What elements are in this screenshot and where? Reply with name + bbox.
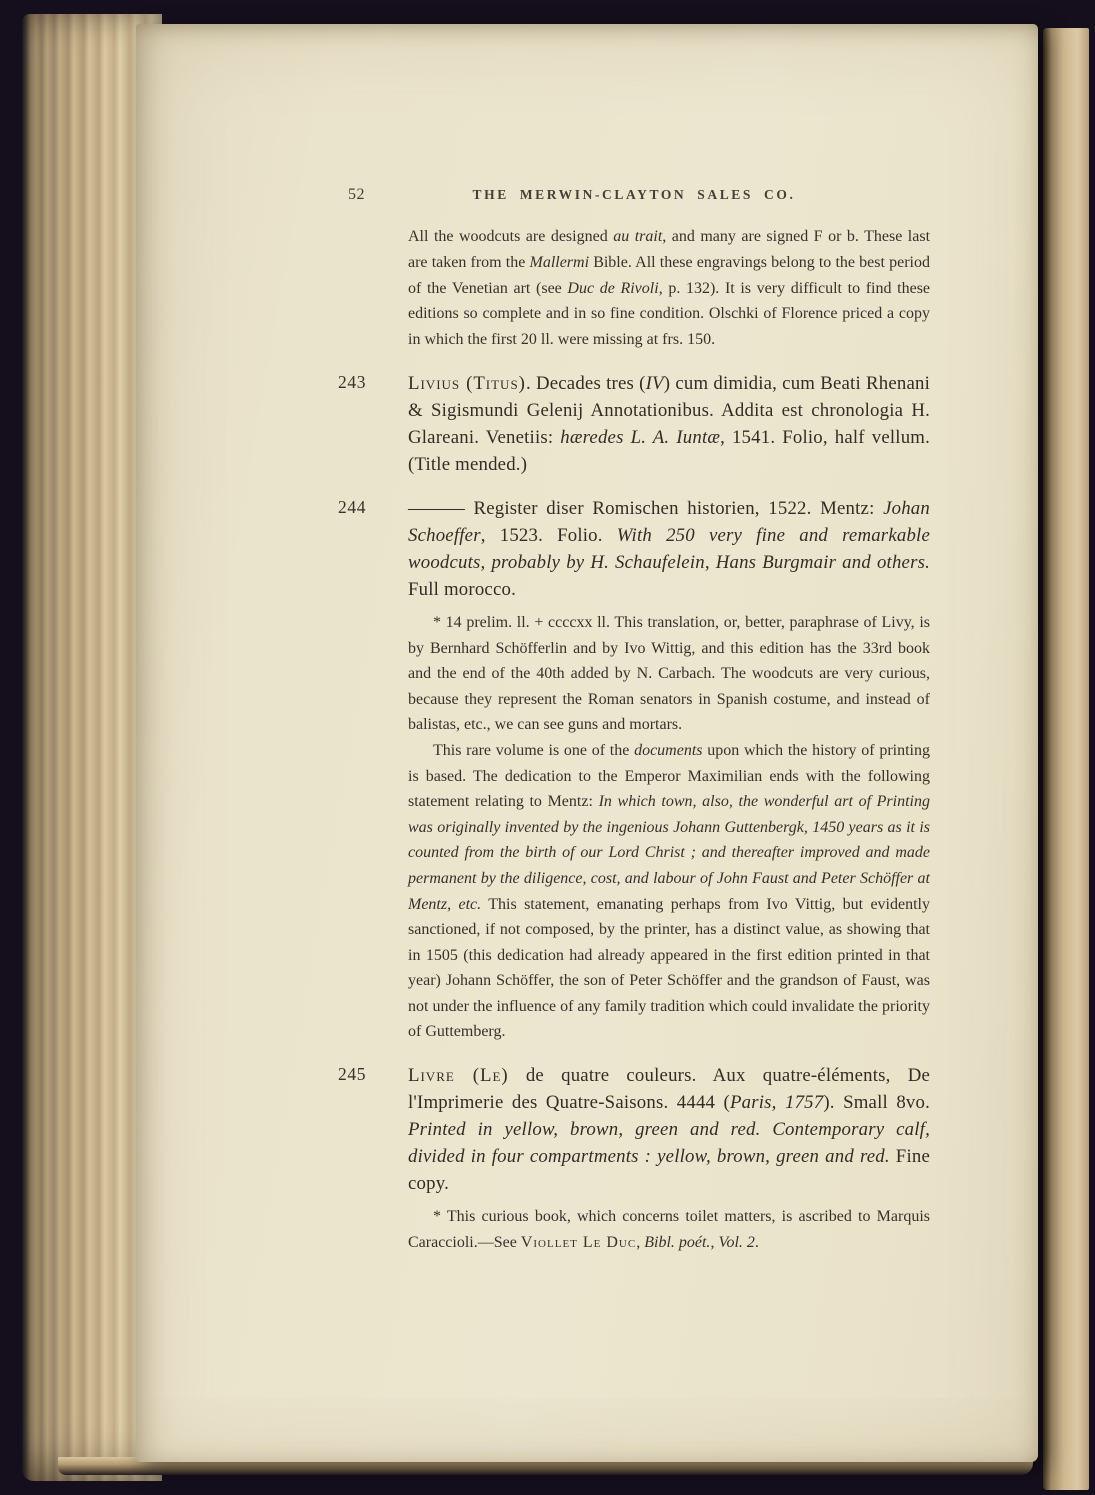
next-page-edge [1043, 28, 1089, 1490]
entry-body: ——— Register diser Romischen historien, 1522. Mentz: Johan Schoeffer, 1523. Folio. With 250 very fine and remarkable woodcuts, probably by H. Schaufelein, Hans Burgmair and others. Full morocco. [408, 497, 930, 600]
continuation-note: All the woodcuts are designed au trait, and many are signed F or b. These last are taken from the Mallermi Bible. All these engravings belong to the best period of the Venetian art (see Duc de Rivoli, p. 132). It is very difficult to find these editions so complete and in so fine condition. Olschki of Florence priced a copy in which the first 20 ll. were missing at frs. 150. [408, 228, 931, 349]
catalog-entry-243 [338, 370, 930, 478]
entry-body: Livre (Le) de quatre couleurs. Aux quatre-éléments, De l'Imprimerie des Quatre-Saisons. 4444 (Paris, 1757). Small 8vo. Printed in yellow, brown, green and red. Contemporary calf, divided in four compartments : yellow, brown, green and red. Fine copy. [408, 1065, 931, 1195]
entry-footnote: This rare volume is one of the documents upon which the history of printing is based. The dedication to the Emperor Maximilian ends with the following statement relating to Mentz: In which town, also, the wonderful art of Printing was originally invented by the ingenious Johann Guttenbergk, 1450 years as it is counted from the birth of our Lord Christ ; and thereafter improved and made permanent by the diligence, cost, and labour of John Faust and Peter Schöffer at Mentz, etc. This statement, emanating perhaps from Ivo Vittig, but evidently sanctioned, if not composed, by the printer, has a distinct value, as showing that in 1505 (this dedication had already appeared in the first edition printed in that year) Johann Schöffer, the son of Peter Schöffer and the grandson of Faust, was not under the influence of any family tradition which could invalidate the priority of Guttemberg. [408, 741, 930, 1041]
lot-number: 244 [338, 496, 367, 517]
catalog-entry-244 [338, 495, 930, 1045]
running-head [338, 184, 930, 208]
entry-footnote: * 14 prelim. ll. + ccccxx ll. This translation, or, better, paraphrase of Livy, is by Bernhard Schöfferlin and by Ivo Wittig, and this edition has the 33rd book and the end of the 40th added by N. Carbach. The woodcuts are very curious, because they represent the Roman senators in Spanish costume, and instead of balistas, etc., we can see guns and mortars. [408, 613, 930, 734]
page-number: 52 [348, 186, 365, 203]
catalog-entry-245 [338, 1062, 930, 1255]
entry-footnote: * This curious book, which concerns toilet matters, is ascribed to Marquis Caraccioli.—See Viollet Le Duc, Bibl. poét., Vol. 2. [408, 1208, 930, 1251]
lot-number: 243 [338, 371, 367, 392]
lot-number: 245 [338, 1064, 367, 1085]
entry-body: Livius (Titus). Decades tres (IV) cum dimidia, cum Beati Rhenani & Sigismundi Gelenij Annotationibus. Addita est chronologia H. Glareani. Venetiis: hæredes L. A. Iuntæ, 1541. Folio, half vellum. (Title mended.) [408, 372, 930, 475]
text-block [338, 184, 930, 1272]
book-page [136, 24, 1038, 1462]
page-header-title: THE MERWIN-CLAYTON SALES CO. [472, 187, 796, 202]
